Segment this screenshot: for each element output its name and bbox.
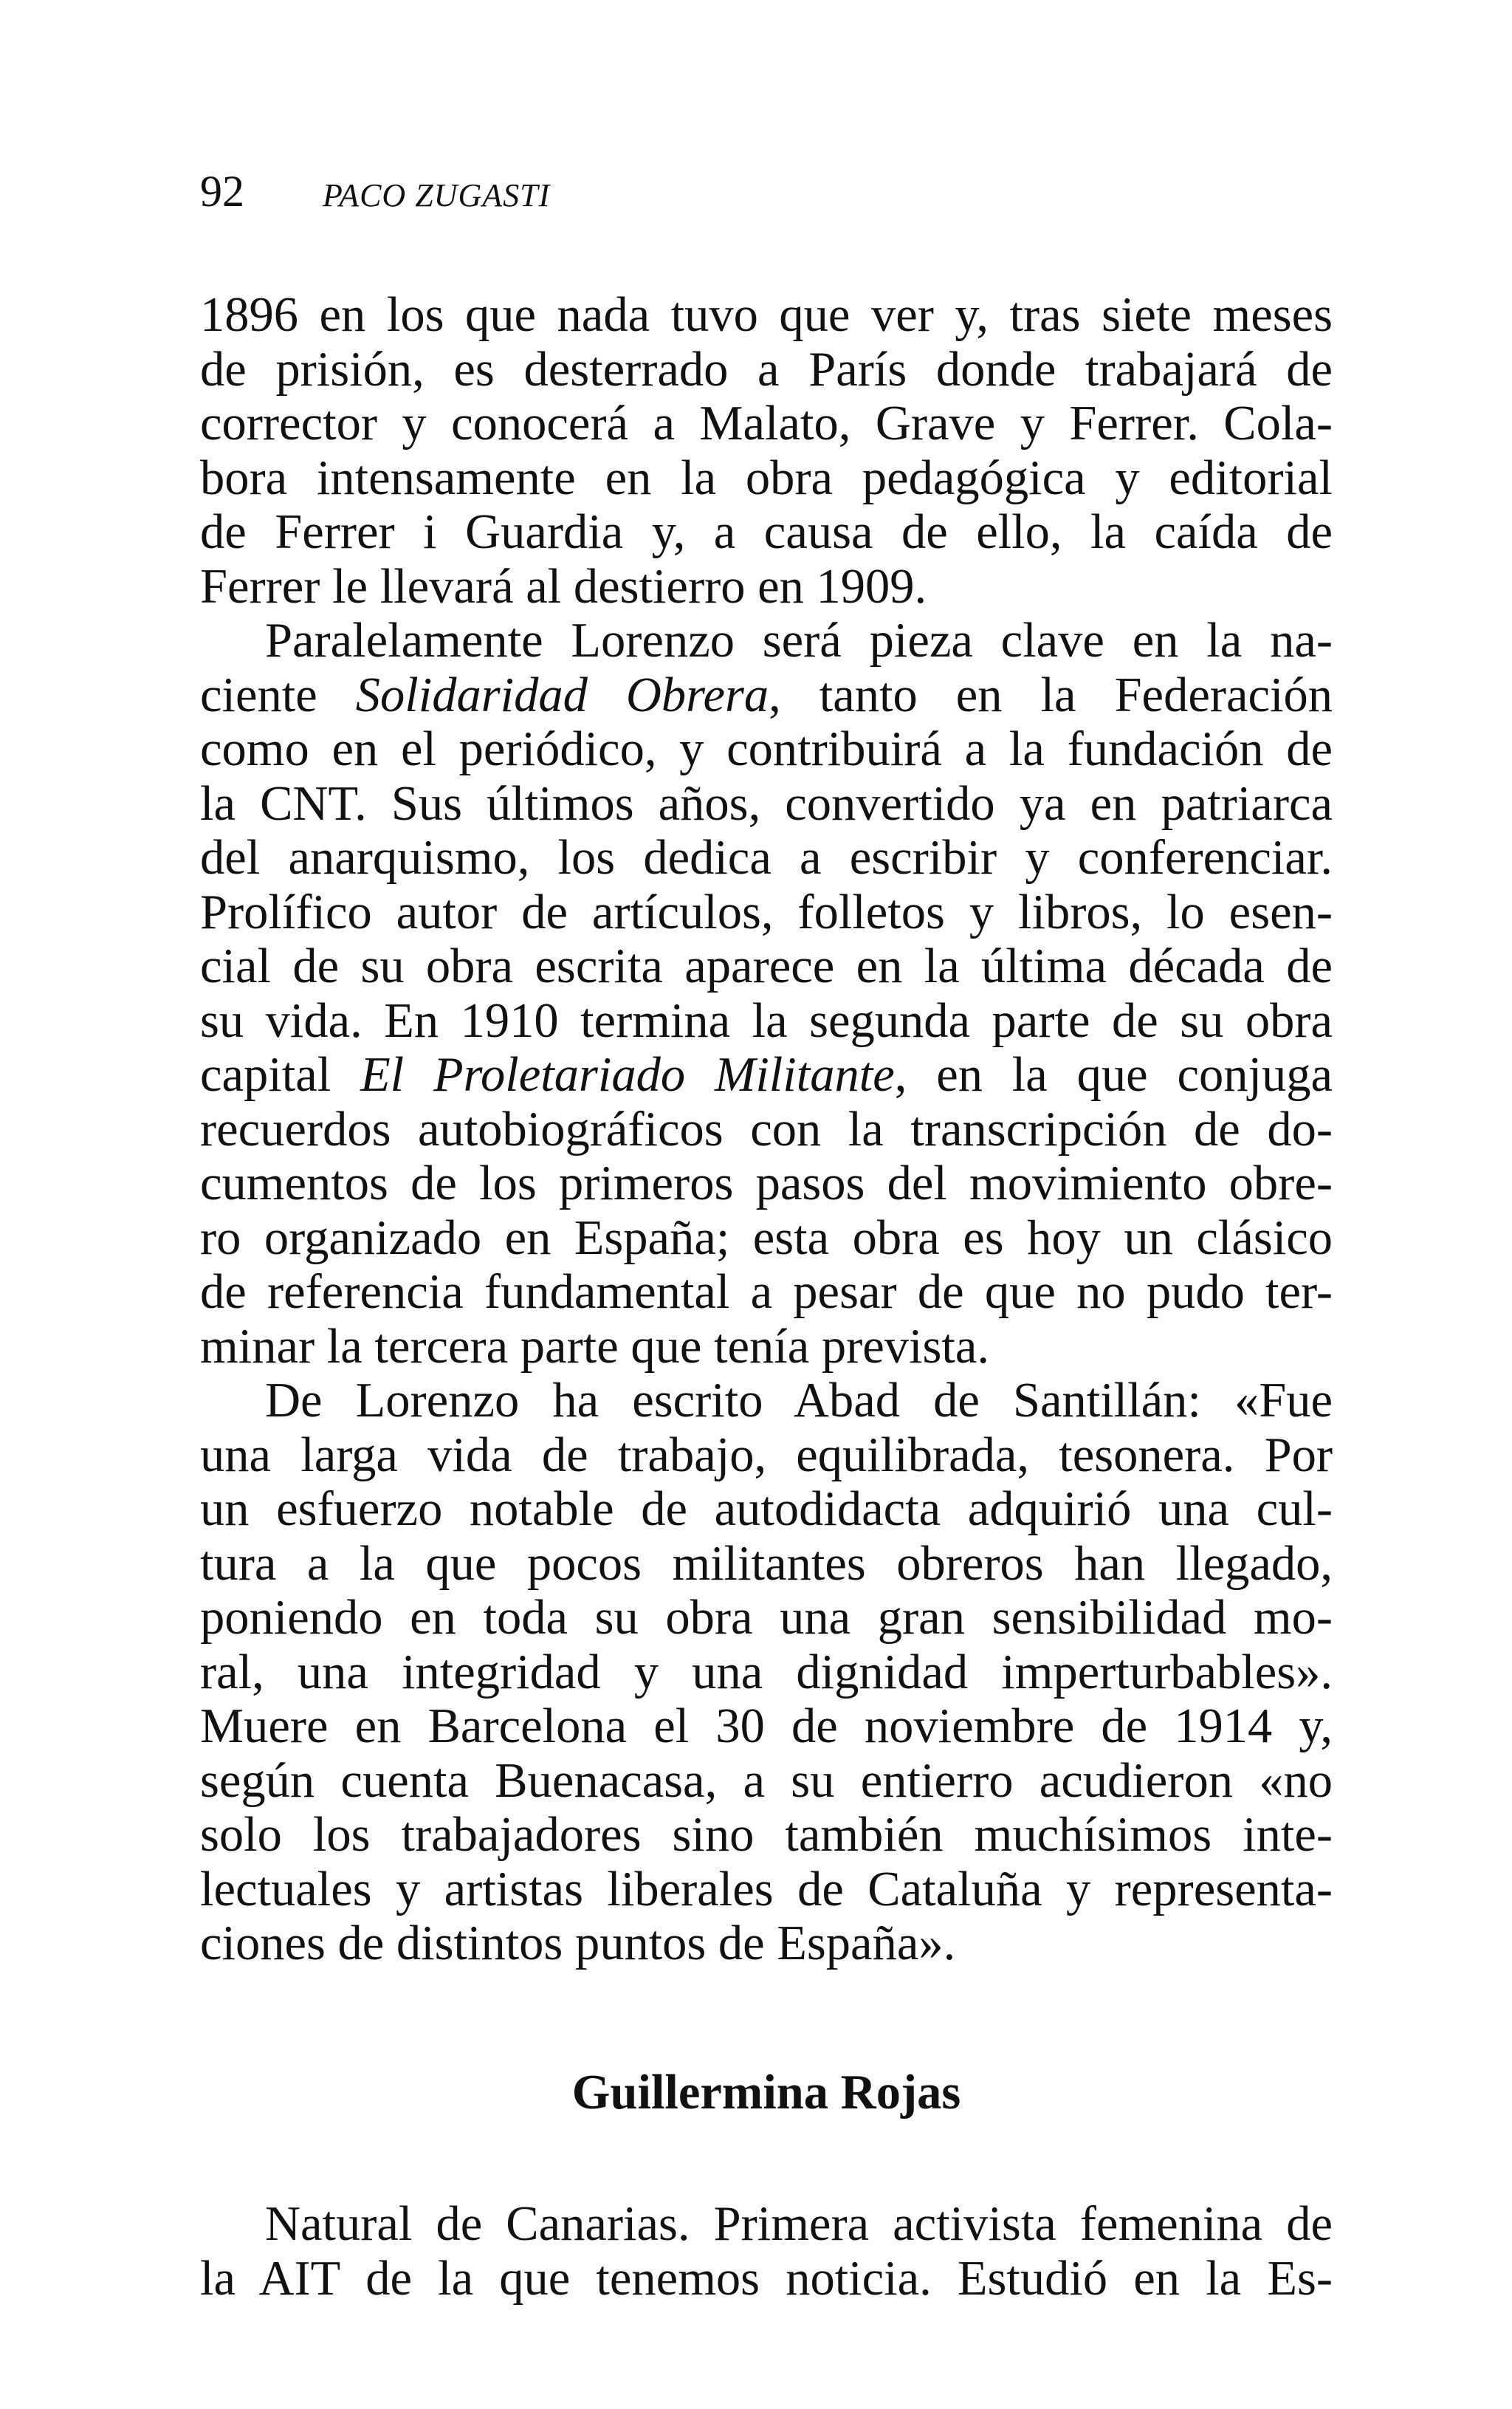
text-line: como en el periódico, y contribuirá a la fundación de — [200, 722, 1333, 776]
text-run: , tanto en la Federación — [769, 668, 1333, 722]
text-run: capital — [200, 1048, 361, 1102]
text-line: de referencia fundamental a pesar de que no pudo ter- — [200, 1265, 1333, 1319]
text-line: Prolífico autor de artículos, folletos y libros, lo esen- — [200, 885, 1333, 939]
text-line: un esfuerzo notable de autodidacta adquirió una cul- — [200, 1482, 1333, 1536]
running-title: PACO ZUGASTI — [323, 177, 551, 213]
italic-title: El Proletariado Militante — [360, 1048, 895, 1102]
text-line: Paralelamente Lorenzo será pieza clave en la na- — [265, 614, 1333, 668]
text-line: su vida. En 1910 termina la segunda parte de su obra — [200, 993, 1333, 1048]
text-line: minar la tercera parte que tenía prevista. — [200, 1319, 989, 1374]
text-line: de prisión, es desterrado a París donde trabajará de — [200, 342, 1333, 397]
text-line: Ferrer le llevará al destierro en 1909. — [200, 559, 927, 614]
text-line: cumentos de los primeros pasos del movimiento obre- — [200, 1156, 1333, 1210]
text-line: ro organizado en España; esta obra es hoy un clásico — [200, 1210, 1333, 1265]
text-line: la AIT de la que tenemos noticia. Estudió en la Es- — [200, 2251, 1333, 2306]
text-line — [200, 668, 1333, 723]
text-line: Muere en Barcelona el 30 de noviembre de 1914 y, — [200, 1699, 1333, 1753]
running-head — [200, 165, 550, 217]
text-line: la CNT. Sus últimos años, convertido ya en patriarca — [200, 776, 1333, 831]
text-line: de Ferrer i Guardia y, a causa de ello, la caída de — [200, 505, 1333, 559]
italic-title: Solidaridad Obrera — [355, 668, 769, 722]
text-line: recuerdos autobiográficos con la transcripción de do- — [200, 1102, 1333, 1156]
text-line: solo los trabajadores sino también muchísimos inte- — [200, 1808, 1333, 1862]
text-line: corrector y conocerá a Malato, Grave y Ferrer. Cola- — [200, 397, 1333, 450]
text-line: Natural de Canarias. Primera activista femenina de — [265, 2197, 1333, 2251]
section-heading: Guillermina Rojas — [571, 2066, 961, 2120]
text-line: lectuales y artistas liberales de Cataluña y representa- — [200, 1862, 1333, 1916]
text-line: bora intensamente en la obra pedagógica y editorial — [200, 450, 1333, 505]
text-line: tura a la que pocos militantes obreros han llegado, — [200, 1536, 1333, 1591]
text-line: cial de su obra escrita aparece en la última década de — [200, 939, 1333, 993]
text-line: una larga vida de trabajo, equilibrada, tesonera. Por — [200, 1428, 1333, 1482]
body-text — [200, 288, 1333, 1971]
text-run: ciente — [200, 668, 356, 722]
text-line: 1896 en los que nada tuvo que ver y, tras siete meses — [200, 288, 1333, 342]
text-run: , en la que conjuga — [894, 1048, 1333, 1102]
text-line: poniendo en toda su obra una gran sensibilidad mo- — [200, 1591, 1333, 1645]
text-line — [200, 1048, 1333, 1103]
text-line: según cuenta Buenacasa, a su entierro acudieron «no — [200, 1753, 1333, 1808]
text-line: De Lorenzo ha escrito Abad de Santillán: «Fue — [265, 1374, 1333, 1428]
text-line: ral, una integridad y una dignidad imperturbables». — [200, 1645, 1333, 1699]
text-line: ciones de distintos puntos de España». — [200, 1916, 956, 1970]
page-number: 92 — [200, 167, 244, 216]
text-line: del anarquismo, los dedica a escribir y conferenciar. — [200, 831, 1333, 885]
section-text — [200, 2197, 1333, 2306]
